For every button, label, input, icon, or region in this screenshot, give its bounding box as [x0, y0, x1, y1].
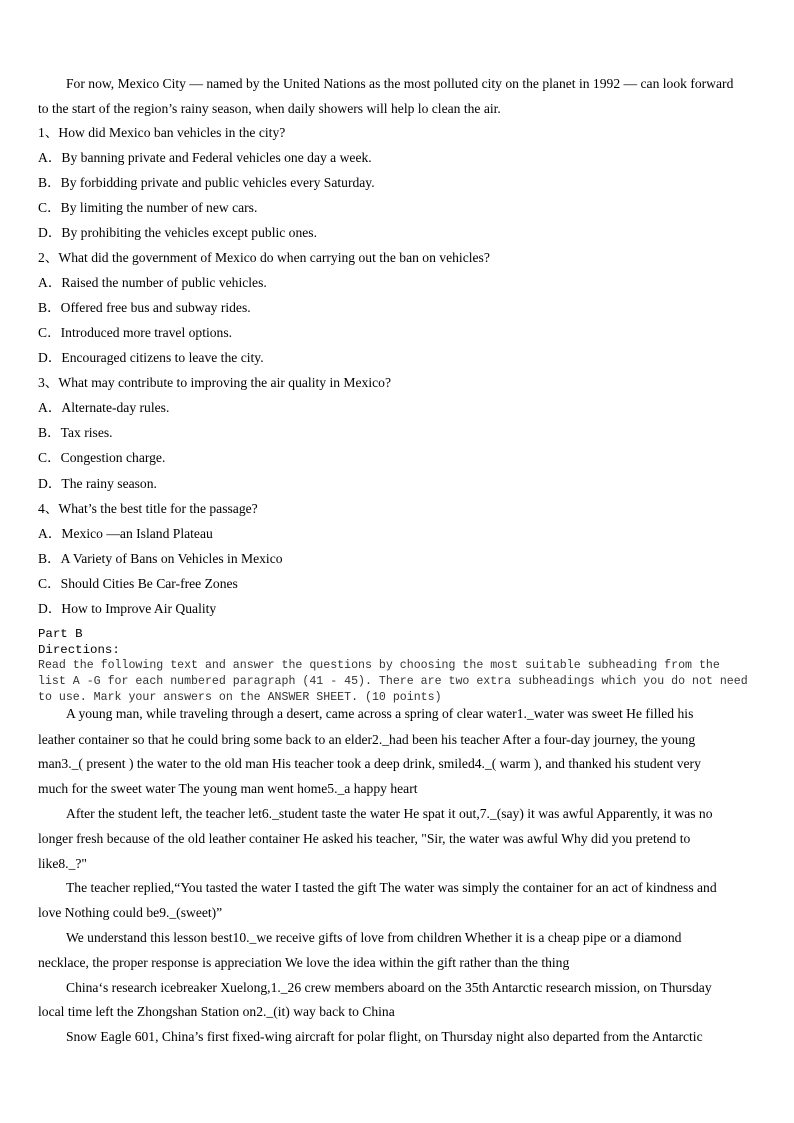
- text-line: Snow Eagle 601, China’s first fixed-wing aircraft for polar flight, on Thursday night also departed from the Antarctic: [66, 1029, 703, 1044]
- question-4: 4、What’s the best title for the passage?: [38, 501, 258, 516]
- text-line: leather container so that he could bring some back to an elder2._had been his teacher After a four-day journey, the young: [38, 732, 696, 747]
- text-line: necklace, the proper response is appreciation We love the idea within the gift rather than the thing: [38, 955, 570, 970]
- directions-line: Read the following text and answer the questions by choosing the most suitable subheading from the: [38, 659, 720, 672]
- option: A．Raised the number of public vehicles.: [38, 275, 267, 290]
- question-1: 1、How did Mexico ban vehicles in the city?: [38, 125, 286, 140]
- paragraph-line: For now, Mexico City — named by the United Nations as the most polluted city on the planet in 1992 — can look forward: [66, 76, 734, 91]
- text-line: The teacher replied,“You tasted the water I tasted the gift The water was simply the container for an act of kindness and: [66, 880, 717, 895]
- option: C．Introduced more travel options.: [38, 325, 233, 340]
- option: B．Offered free bus and subway rides.: [38, 300, 251, 315]
- question-3: 3、What may contribute to improving the air quality in Mexico?: [38, 375, 391, 390]
- option: D．By prohibiting the vehicles except public ones.: [38, 225, 317, 240]
- option: C．Congestion charge.: [38, 450, 166, 465]
- text-line: After the student left, the teacher let6._student taste the water He spat it out,7._(say) it was awful Apparently, it was no: [66, 806, 713, 821]
- text-line: longer fresh because of the old leather container He asked his teacher, "Sir, the water was awful Why did you pretend to: [38, 831, 691, 846]
- text-line: love Nothing could be9._(sweet)”: [38, 905, 223, 920]
- option: C．Should Cities Be Car-free Zones: [38, 576, 238, 591]
- option: B．A Variety of Bans on Vehicles in Mexico: [38, 551, 283, 566]
- paragraph-line: to the start of the region’s rainy season, when daily showers will help lo clean the air.: [38, 101, 501, 116]
- text-line: man3._( present ) the water to the old man His teacher took a deep drink, smiled4._( warm ), and thanked his student very: [38, 756, 701, 771]
- option: C．By limiting the number of new cars.: [38, 200, 258, 215]
- text-line: China‘s research icebreaker Xuelong,1._26 crew members aboard on the 35th Antarctic research mission, on Thursday: [66, 980, 712, 995]
- option: D．The rainy season.: [38, 476, 157, 491]
- directions-line: list A -G for each numbered paragraph (41 - 45). There are two extra subheadings which you do not need: [38, 675, 748, 688]
- directions-label: Directions:: [38, 643, 120, 657]
- part-b-title: Part B: [38, 627, 83, 641]
- question-2: 2、What did the government of Mexico do when carrying out the ban on vehicles?: [38, 250, 490, 265]
- option: D．Encouraged citizens to leave the city.: [38, 350, 264, 365]
- option: A．By banning private and Federal vehicles one day a week.: [38, 150, 372, 165]
- text-line: local time left the Zhongshan Station on2._(it) way back to China: [38, 1004, 395, 1019]
- option: D．How to Improve Air Quality: [38, 601, 217, 616]
- option: A．Mexico —an Island Plateau: [38, 526, 213, 541]
- text-line: like8._?": [38, 856, 87, 871]
- directions-line: to use. Mark your answers on the ANSWER SHEET. (10 points): [38, 691, 442, 704]
- text-line: We understand this lesson best10._we receive gifts of love from children Whether it is a cheap pipe or a diamond: [66, 930, 682, 945]
- text-line: A young man, while traveling through a desert, came across a spring of clear water1._water was sweet He filled his: [66, 706, 694, 721]
- text-line: much for the sweet water The young man went home5._a happy heart: [38, 781, 418, 796]
- option: B．By forbidding private and public vehicles every Saturday.: [38, 175, 375, 190]
- option: A．Alternate-day rules.: [38, 400, 170, 415]
- option: B．Tax rises.: [38, 425, 113, 440]
